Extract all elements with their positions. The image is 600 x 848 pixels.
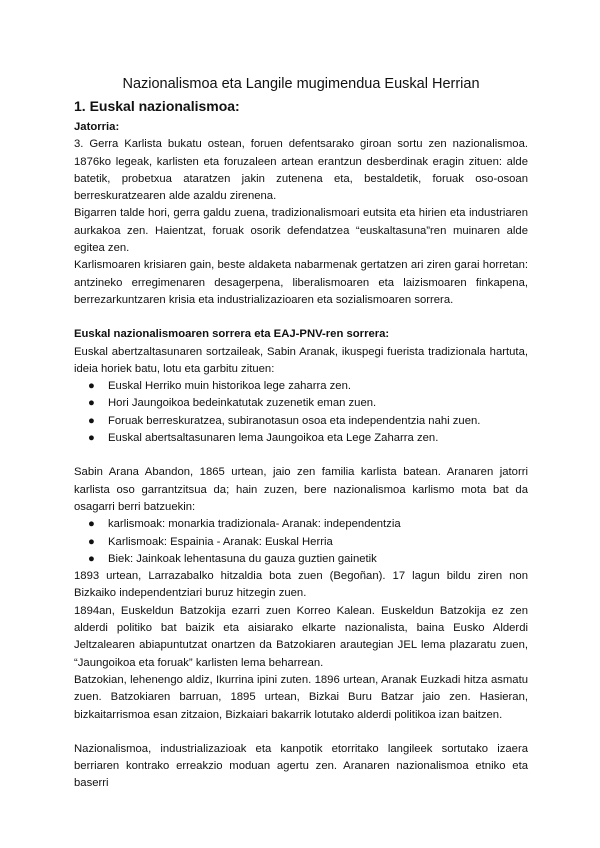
list-item: ● Hori Jaungoikoa bedeinkatutak zuzenetik eman zuen.: [74, 395, 528, 412]
paragraph-sabin-arana-intro: Euskal abertzaltasunaren sortzaileak, Sabin Aranak, ikuspegi fuerista tradizionala hartuta, ideia horiek batu, lotu eta garbitu zituen:: [74, 345, 528, 375]
bullet-icon: ●: [88, 380, 95, 393]
spacer: [74, 447, 528, 464]
paragraph-larrazabal: 1893 urtean, Larrazabalko hitzaldia bota zuen (Begoñan). 17 lagun bildu ziren non Bizkaiko independentziari buruz hitzegin zuen.: [74, 570, 528, 600]
bullet-list-arana-ideas: [74, 378, 528, 447]
paragraph-nationalism-reaction: Nazionalismoa, industrializazioak eta kanpotik etorritako langileek sortutako izaera berriaren kontrako erreakzio moduan agertu zen. Aranaren nazionalismoa etniko eta baserri: [74, 742, 528, 790]
list-item: ● Euskal abertsaltasunaren lema Jaungoikoa eta Lege Zaharra zen.: [74, 430, 528, 447]
bullet-icon: ●: [88, 397, 95, 410]
paragraph-arana-birth: Sabin Arana Abandon, 1865 urtean, jaio zen familia karlista batean. Aranaren jatorri karlista oso garrantzitsua da; hain zuzen, bere nazionalismoa karlismo mota bat da osagarri berri batzuekin:: [74, 466, 528, 513]
subheading-eaj-pnv: Euskal nazionalismoaren sorrera eta EAJ-PNV-ren sorrera:: [74, 328, 390, 341]
paragraph-batzokija: 1894an, Euskeldun Batzokija ezarri zuen Korreo Kalean. Euskeldun Batzokija ez zen alderdi politiko bat baizik eta aisiarako elkarte nazionalista, baina Eusko Alderdi Jeltzalearen abiapuntutzat onartzen da Batzokiaren arautegian JEL lema plazaratu zuen, “Jaungoikoa eta foruak” karlisten lema beharrean.: [74, 604, 528, 669]
subheading-origin: Jatorria:: [74, 121, 120, 133]
bullet-list-carlism-comparison: [74, 516, 528, 568]
list-item: ● Karlismoak: Espainia - Aranak: Euskal Herria: [74, 534, 528, 551]
paragraph-ikurrina: Batzokian, lehenengo aldiz, Ikurrina ipini zuten. 1896 urtean, Aranak Euzkadi hitza asmatu zuen. Batzokiaren barruan, 1895 urtean, Bizkai Buru Batzar jaio zen. Hasieran, bizkaitarrismoa esan zitzaion, Bizkaiari bakarrik lotutako alderdi politikoa izan baitzen.: [74, 673, 528, 721]
list-item: ● Biek: Jainkoak lehentasuna du gauza guztien gainetik: [74, 551, 528, 568]
page-title: Nazionalismoa eta Langile mugimendua Euskal Herrian: [122, 76, 480, 92]
spacer: [74, 309, 528, 326]
bullet-icon: ●: [88, 518, 95, 531]
bullet-icon: ●: [88, 432, 95, 445]
list-item: ● Euskal Herriko muin historikoa lege zaharra zen.: [74, 378, 528, 395]
bullet-icon: ●: [88, 414, 95, 427]
bullet-icon: ●: [88, 535, 95, 548]
list-item: ● karlismoak: monarkia tradizionala- Aranak: independentzia: [74, 516, 528, 533]
paragraph-second-group: Bigarren talde hori, gerra galdu zuena, tradizionalismoari eutsita eta hirien eta industriaren aurkakoa zen. Haientzat, foruak osorik defendatzea “euskaltasuna”ren muinaren alde egitea zen.: [74, 207, 528, 255]
bullet-icon: ●: [88, 552, 95, 565]
spacer: [74, 724, 528, 741]
paragraph-carlism-crisis: Karlismoaren krisiaren gain, beste aldaketa nabarmenak gertatzen ari ziren garai horretan: antzineko erregimenaren desagerpena, liberalismoaren eta laizismoaren finkapena, berrezarkuntzaren krisia eta industrializazioaren eta sozialismoaren sorrera.: [74, 259, 528, 306]
list-item: ● Foruak berreskuratzea, subiranotasun osoa eta independentzia nahi zuen.: [74, 413, 528, 430]
section-heading-nationalism: 1. Euskal nazionalismoa:: [74, 98, 240, 114]
paragraph-carlist-war: 3. Gerra Karlista bukatu ostean, foruen defentsarako giroan sortu zen nazionalismoa. 1876ko legeak, karlisten eta foruzaleen artean erantzun desberdinak eragin zituen: alde batetik, probetxua ataratzen jakin zutenena eta, bestaldetik, foruak oso-osoan berreskuratzearen alde azaldu zirenena.: [74, 138, 528, 203]
document-body: [74, 74, 528, 793]
